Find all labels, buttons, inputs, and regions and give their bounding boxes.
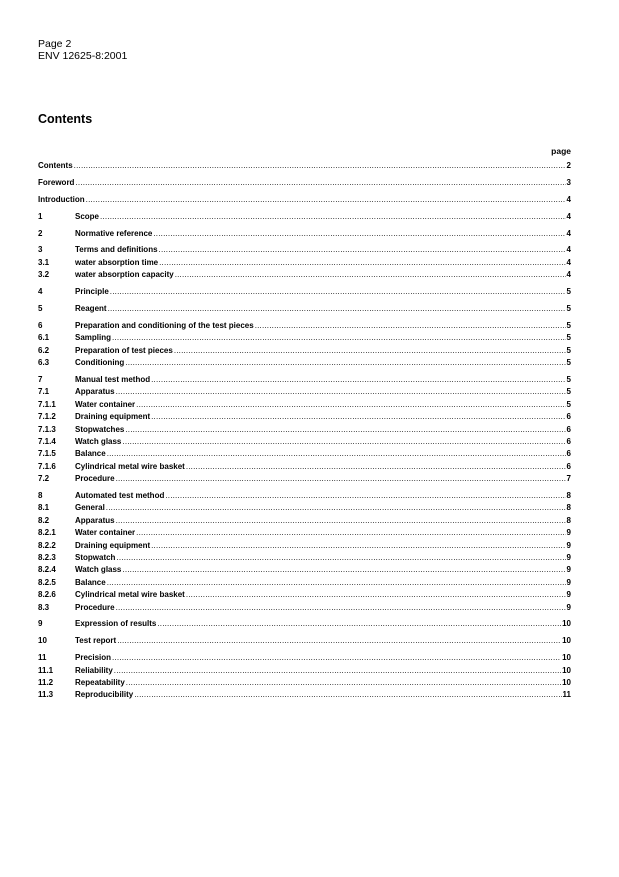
toc-leader-dots bbox=[153, 228, 565, 240]
toc-leader-dots bbox=[151, 540, 565, 552]
toc-leader-dots bbox=[108, 303, 566, 315]
toc-entry-number: 6.1 bbox=[38, 333, 50, 343]
toc-entry[interactable] bbox=[38, 345, 571, 357]
toc-entry-title: Reagent bbox=[75, 304, 107, 314]
toc-entry-title: water absorption time bbox=[75, 257, 159, 267]
toc-entry-page: 5 bbox=[566, 387, 571, 397]
toc-entry[interactable] bbox=[38, 490, 571, 502]
toc-entry-page: 6 bbox=[566, 424, 571, 434]
toc-entry[interactable] bbox=[38, 502, 571, 514]
toc-entry-title: Preparation and conditioning of the test pieces bbox=[75, 320, 254, 330]
toc-entry-title: Introduction bbox=[38, 194, 85, 204]
toc-entry-page: 5 bbox=[566, 399, 571, 409]
toc-leader-dots bbox=[122, 564, 565, 576]
table-of-contents bbox=[38, 160, 571, 702]
toc-leader-dots bbox=[116, 602, 566, 614]
toc-leader-dots bbox=[151, 374, 565, 386]
toc-entry[interactable] bbox=[38, 269, 571, 281]
toc-leader-dots bbox=[175, 269, 566, 281]
toc-entry-number: 8 bbox=[38, 490, 43, 500]
toc-entry[interactable] bbox=[38, 320, 571, 332]
toc-entry-title: Principle bbox=[75, 287, 109, 297]
toc-entry-title: General bbox=[75, 503, 105, 513]
toc-leader-dots bbox=[159, 257, 565, 269]
toc-entry-page: 4 bbox=[566, 257, 571, 267]
toc-entry-page: 10 bbox=[562, 636, 571, 646]
toc-entry-page: 6 bbox=[566, 461, 571, 471]
toc-entry-number: 11.3 bbox=[38, 690, 54, 700]
toc-entry-title: Sampling bbox=[75, 333, 112, 343]
toc-entry-title: Terms and definitions bbox=[75, 245, 158, 255]
toc-leader-dots bbox=[116, 552, 565, 564]
toc-entry-number: 7.1.4 bbox=[38, 436, 56, 446]
toc-entry[interactable] bbox=[38, 436, 571, 448]
toc-entry-title: Procedure bbox=[75, 474, 115, 484]
toc-entry-page: 4 bbox=[566, 245, 571, 255]
toc-entry[interactable] bbox=[38, 577, 571, 589]
toc-leader-dots bbox=[186, 461, 566, 473]
toc-entry-number: 8.2.1 bbox=[38, 528, 56, 538]
toc-entry-title: Watch glass bbox=[75, 436, 122, 446]
toc-entry-number: 7.1 bbox=[38, 387, 50, 397]
toc-entry-title: Draining equipment bbox=[75, 540, 151, 550]
toc-entry-page: 5 bbox=[566, 304, 571, 314]
toc-entry-number: 11.2 bbox=[38, 677, 54, 687]
toc-entry-number: 3.2 bbox=[38, 270, 50, 280]
toc-entry-page: 6 bbox=[566, 412, 571, 422]
toc-entry-page: 8 bbox=[566, 490, 571, 500]
toc-leader-dots bbox=[186, 589, 566, 601]
toc-entry-page: 5 bbox=[566, 333, 571, 343]
toc-entry-page: 8 bbox=[566, 503, 571, 513]
toc-entry[interactable] bbox=[38, 424, 571, 436]
toc-entry[interactable] bbox=[38, 257, 571, 269]
toc-leader-dots bbox=[86, 194, 566, 206]
toc-entry-title: Reproducibility bbox=[75, 690, 134, 700]
toc-entry-title: Foreword bbox=[38, 177, 75, 187]
toc-entry[interactable] bbox=[38, 374, 571, 386]
toc-entry-title: Scope bbox=[75, 211, 100, 221]
toc-entry-title: Draining equipment bbox=[75, 412, 151, 422]
toc-entry-title: Repeatability bbox=[75, 677, 125, 687]
document-id: ENV 12625-8:2001 bbox=[38, 50, 128, 62]
toc-entry-page: 5 bbox=[566, 320, 571, 330]
toc-leader-dots bbox=[151, 411, 565, 423]
toc-entry[interactable] bbox=[38, 386, 571, 398]
toc-entry-page: 5 bbox=[566, 345, 571, 355]
toc-entry[interactable] bbox=[38, 332, 571, 344]
toc-entry-title: water absorption capacity bbox=[75, 270, 174, 280]
toc-leader-dots bbox=[136, 399, 565, 411]
toc-entry-page: 5 bbox=[566, 374, 571, 384]
toc-entry-title: Balance bbox=[75, 449, 106, 459]
toc-entry-page: 9 bbox=[566, 552, 571, 562]
toc-leader-dots bbox=[159, 244, 566, 256]
toc-entry-number: 2 bbox=[38, 228, 43, 238]
toc-entry[interactable] bbox=[38, 473, 571, 485]
toc-entry-number: 3.1 bbox=[38, 257, 50, 267]
toc-entry-number: 7.2 bbox=[38, 474, 50, 484]
page-number: Page 2 bbox=[38, 38, 72, 50]
toc-entry-page: 9 bbox=[566, 590, 571, 600]
toc-leader-dots bbox=[136, 527, 565, 539]
toc-entry-number: 7.1.3 bbox=[38, 424, 56, 434]
toc-leader-dots bbox=[112, 332, 566, 344]
toc-leader-dots bbox=[100, 211, 566, 223]
toc-leader-dots bbox=[125, 357, 565, 369]
toc-entry-title: Stopwatches bbox=[75, 424, 125, 434]
toc-leader-dots bbox=[107, 577, 566, 589]
toc-entry-title: Contents bbox=[38, 161, 73, 170]
toc-entry-title: Watch glass bbox=[75, 565, 122, 575]
toc-entry[interactable] bbox=[38, 589, 571, 601]
toc-entry[interactable] bbox=[38, 635, 571, 647]
toc-entry-page: 9 bbox=[566, 540, 571, 550]
toc-entry[interactable] bbox=[38, 618, 571, 630]
toc-entry[interactable] bbox=[38, 527, 571, 539]
toc-leader-dots bbox=[134, 689, 561, 701]
toc-entry-number: 8.2.2 bbox=[38, 540, 56, 550]
toc-entry-number: 3 bbox=[38, 245, 43, 255]
toc-entry-title: Cylindrical metal wire basket bbox=[75, 590, 185, 600]
toc-entry[interactable] bbox=[38, 652, 571, 664]
toc-entry[interactable] bbox=[38, 211, 571, 223]
toc-entry[interactable] bbox=[38, 228, 571, 240]
toc-leader-dots bbox=[114, 665, 561, 677]
toc-entry-page: 4 bbox=[566, 270, 571, 280]
toc-leader-dots bbox=[106, 502, 566, 514]
toc-entry-title: Apparatus bbox=[75, 387, 115, 397]
toc-entry-number: 8.2.4 bbox=[38, 565, 56, 575]
toc-entry-page: 11 bbox=[562, 690, 571, 700]
toc-entry-title: Water container bbox=[75, 528, 136, 538]
toc-entry[interactable] bbox=[38, 552, 571, 564]
toc-entry-title: Automated test method bbox=[75, 490, 165, 500]
toc-entry-number: 11.1 bbox=[38, 665, 54, 675]
toc-entry-title: Balance bbox=[75, 577, 106, 587]
toc-entry-title: Apparatus bbox=[75, 515, 115, 525]
toc-entry[interactable] bbox=[38, 540, 571, 552]
toc-entry[interactable] bbox=[38, 461, 571, 473]
toc-entry-page: 5 bbox=[566, 287, 571, 297]
toc-entry-number: 6 bbox=[38, 320, 43, 330]
toc-entry-title: Procedure bbox=[75, 602, 115, 612]
toc-entry-page: 10 bbox=[562, 653, 571, 663]
toc-entry-page: 4 bbox=[566, 228, 571, 238]
toc-entry-page: 8 bbox=[566, 515, 571, 525]
toc-entry-title: Cylindrical metal wire basket bbox=[75, 461, 185, 471]
toc-entry-page: 4 bbox=[566, 211, 571, 221]
toc-leader-dots bbox=[117, 635, 561, 647]
toc-entry[interactable] bbox=[38, 399, 571, 411]
toc-entry-number: 8.3 bbox=[38, 602, 50, 612]
toc-entry-title: Stopwatch bbox=[75, 552, 116, 562]
toc-entry-title: Water container bbox=[75, 399, 136, 409]
toc-entry[interactable] bbox=[38, 665, 571, 677]
toc-entry-number: 8.2.5 bbox=[38, 577, 56, 587]
toc-leader-dots bbox=[126, 677, 561, 689]
toc-entry-page: 10 bbox=[562, 677, 571, 687]
toc-entry-number: 5 bbox=[38, 304, 43, 314]
toc-entry-number: 6.3 bbox=[38, 358, 50, 368]
toc-entry-number: 8.2.6 bbox=[38, 590, 56, 600]
toc-entry[interactable] bbox=[38, 411, 571, 423]
toc-entry-title: Normative reference bbox=[75, 228, 153, 238]
toc-entry-page: 6 bbox=[566, 449, 571, 459]
toc-entry-title: Test report bbox=[75, 636, 117, 646]
toc-entry-number: 8.2.3 bbox=[38, 552, 56, 562]
page-header bbox=[38, 38, 127, 62]
toc-entry-number: 8.1 bbox=[38, 503, 50, 513]
toc-entry-number: 7.1.1 bbox=[38, 399, 56, 409]
toc-leader-dots bbox=[107, 448, 566, 460]
toc-entry[interactable] bbox=[38, 160, 571, 172]
toc-entry-page: 9 bbox=[566, 577, 571, 587]
toc-entry[interactable] bbox=[38, 677, 571, 689]
toc-leader-dots bbox=[75, 177, 565, 189]
toc-leader-dots bbox=[116, 473, 566, 485]
toc-entry-number: 7 bbox=[38, 374, 43, 384]
toc-leader-dots bbox=[116, 386, 566, 398]
page-title: Contents bbox=[38, 112, 93, 126]
toc-entry[interactable] bbox=[38, 602, 571, 614]
toc-entry-title: Precision bbox=[75, 653, 112, 663]
toc-entry-number: 10 bbox=[38, 636, 47, 646]
toc-leader-dots bbox=[255, 320, 566, 332]
toc-entry-number: 4 bbox=[38, 287, 43, 297]
toc-leader-dots bbox=[110, 286, 566, 298]
toc-leader-dots bbox=[112, 652, 561, 664]
toc-entry[interactable] bbox=[38, 515, 571, 527]
toc-entry-page: 2 bbox=[566, 161, 571, 170]
toc-entry-number: 7.1.2 bbox=[38, 412, 56, 422]
page-column-label: page bbox=[551, 146, 571, 156]
toc-leader-dots bbox=[174, 345, 566, 357]
toc-entry-page: 6 bbox=[566, 436, 571, 446]
toc-leader-dots bbox=[125, 424, 565, 436]
toc-entry[interactable] bbox=[38, 564, 571, 576]
toc-entry-number: 7.1.6 bbox=[38, 461, 56, 471]
toc-entry-number: 6.2 bbox=[38, 345, 50, 355]
toc-entry[interactable] bbox=[38, 689, 571, 701]
toc-entry-title: Expression of results bbox=[75, 619, 157, 629]
toc-leader-dots bbox=[116, 515, 566, 527]
toc-entry-number: 1 bbox=[38, 211, 43, 221]
toc-entry-page: 10 bbox=[562, 665, 571, 675]
toc-entry[interactable] bbox=[38, 286, 571, 298]
toc-entry[interactable] bbox=[38, 448, 571, 460]
toc-leader-dots bbox=[165, 490, 565, 502]
toc-entry-page: 9 bbox=[566, 602, 571, 612]
toc-entry[interactable] bbox=[38, 357, 571, 369]
toc-entry-number: 7.1.5 bbox=[38, 449, 56, 459]
toc-entry-page: 5 bbox=[566, 358, 571, 368]
toc-entry-page: 9 bbox=[566, 528, 571, 538]
toc-entry-page: 3 bbox=[566, 177, 571, 187]
toc-entry-number: 11 bbox=[38, 653, 47, 663]
toc-entry-title: Manual test method bbox=[75, 374, 151, 384]
toc-leader-dots bbox=[157, 618, 561, 630]
toc-entry-title: Conditioning bbox=[75, 358, 125, 368]
toc-leader-dots bbox=[122, 436, 565, 448]
toc-entry[interactable] bbox=[38, 194, 571, 206]
toc-entry-number: 8.2 bbox=[38, 515, 50, 525]
toc-leader-dots bbox=[74, 160, 566, 172]
toc-entry[interactable] bbox=[38, 177, 571, 189]
toc-entry-page: 4 bbox=[566, 194, 571, 204]
toc-entry-title: Preparation of test pieces bbox=[75, 345, 173, 355]
toc-entry-title: Reliability bbox=[75, 665, 113, 675]
toc-entry-page: 9 bbox=[566, 565, 571, 575]
toc-entry[interactable] bbox=[38, 303, 571, 315]
toc-entry-page: 10 bbox=[562, 619, 571, 629]
toc-entry[interactable] bbox=[38, 244, 571, 256]
toc-entry-page: 7 bbox=[566, 474, 571, 484]
toc-entry-number: 9 bbox=[38, 619, 43, 629]
